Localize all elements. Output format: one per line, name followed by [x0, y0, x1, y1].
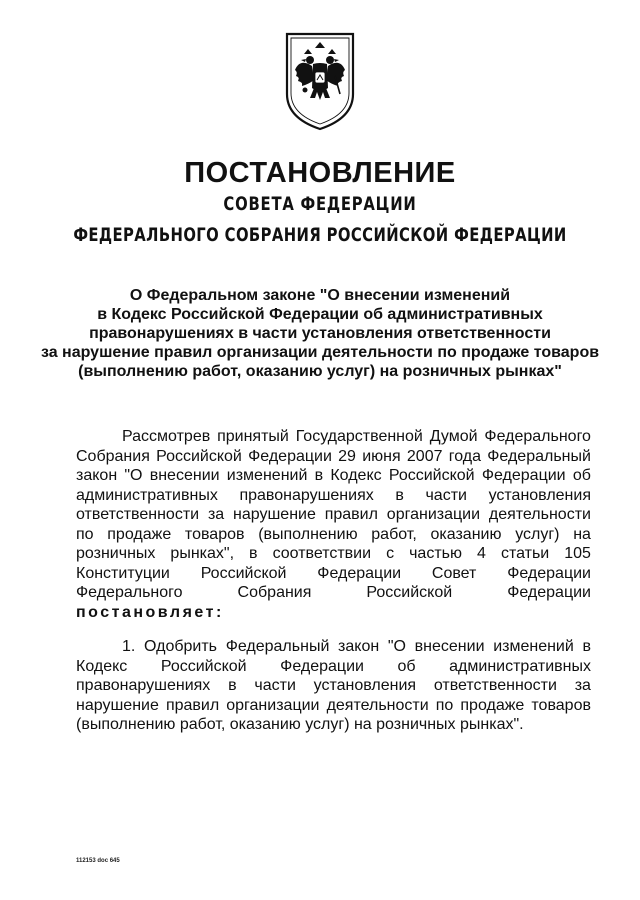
- word: Федерации: [280, 657, 364, 675]
- word: товаров: [184, 525, 245, 543]
- word: изменений: [226, 467, 308, 484]
- word: принятый: [217, 428, 289, 445]
- word: Федерального: [484, 428, 591, 445]
- word: правил: [165, 696, 220, 714]
- word: статьи: [500, 545, 550, 562]
- word: об: [397, 657, 416, 675]
- word: нарушение: [233, 506, 316, 523]
- word: "О: [124, 467, 143, 484]
- word: в: [582, 638, 591, 655]
- document-subject: [40, 286, 600, 381]
- word: Федерации: [481, 467, 566, 484]
- word: правил: [324, 506, 378, 523]
- word: 2007: [406, 447, 443, 465]
- word: части: [254, 677, 296, 694]
- word: на: [573, 525, 591, 543]
- word: нарушение: [76, 696, 159, 714]
- word: Кодекс: [330, 467, 382, 484]
- word: продаже: [107, 525, 172, 543]
- word: в: [228, 677, 237, 694]
- paragraph-line: [76, 486, 591, 506]
- word: в: [249, 545, 258, 562]
- resolution-item-1: [76, 637, 591, 735]
- paragraph-line: [76, 637, 591, 657]
- document-number: 112153 doc 645: [76, 858, 120, 864]
- word: соответствии: [272, 545, 372, 562]
- word: работ,: [371, 525, 417, 543]
- preamble-paragraph: [76, 427, 591, 622]
- decision-word: постановляет:: [76, 603, 224, 621]
- coat-of-arms-icon: [282, 28, 358, 132]
- word: 4: [477, 545, 486, 562]
- word: внесении: [414, 638, 485, 655]
- word: внесении: [149, 467, 220, 484]
- word: Российской: [156, 447, 242, 465]
- word: Российской: [200, 564, 287, 582]
- word: Федерального: [76, 584, 183, 601]
- word: ответственности: [433, 677, 557, 694]
- word: Российской: [366, 584, 453, 601]
- word: деятельности: [326, 696, 429, 714]
- word: правонарушениях: [239, 486, 374, 504]
- word: Федерации: [248, 447, 332, 465]
- paragraph-line: [76, 696, 591, 716]
- word: оказанию: [430, 525, 502, 543]
- word: Федерации: [507, 564, 591, 582]
- word: 29: [338, 447, 356, 465]
- paragraph-line: [76, 544, 591, 564]
- word: организации: [386, 506, 481, 523]
- word: 1.: [122, 638, 136, 655]
- word: Федерации: [317, 564, 402, 582]
- issuer-line-2: ФЕДЕРАЛЬНОГО СОБРАНИЯ РОССИЙСКОЙ ФЕДЕРАЦИИ: [73, 224, 567, 246]
- word: рынках",: [170, 545, 235, 562]
- word: Российской: [388, 467, 475, 484]
- word: по: [435, 696, 454, 714]
- word: Думой: [429, 428, 478, 445]
- word: Федеральный: [225, 638, 330, 655]
- word: за: [207, 506, 225, 523]
- word: установления: [488, 486, 591, 504]
- paragraph-last-line: (выполнению работ, оказанию услуг) на розничных рынках".: [76, 716, 524, 733]
- word: товаров: [531, 696, 591, 714]
- subject-line: за нарушение правил организации деятельности по продаже товаров: [40, 344, 600, 361]
- word: ответственности: [76, 506, 200, 523]
- subject-line: правонарушениях в части установления ответственности: [89, 325, 551, 342]
- word: продаже: [460, 696, 525, 714]
- paragraph-line: [76, 583, 591, 603]
- subject-line: О Федеральном законе "О внесении изменений: [129, 287, 511, 304]
- issuer-line-1: СОВЕТА ФЕДЕРАЦИИ: [223, 193, 417, 215]
- word: административных: [76, 486, 218, 504]
- word: Федеральный: [487, 447, 591, 465]
- word: деятельности: [488, 506, 591, 523]
- word: Собрания: [76, 447, 150, 465]
- word: установления: [313, 677, 417, 694]
- word: правонарушениях: [76, 677, 211, 694]
- document-title: ПОСТАНОВЛЕНИЕ: [184, 157, 456, 189]
- word: части: [425, 486, 467, 504]
- word: розничных: [76, 545, 156, 562]
- subject-line: (выполнению работ, оказанию услуг) на розничных рынках": [78, 363, 562, 380]
- word: Федерации: [507, 584, 591, 601]
- word: в: [395, 486, 404, 504]
- word: закон: [338, 638, 380, 655]
- subject-line: в Кодекс Российской Федерации об административных: [97, 306, 543, 323]
- word: частью: [409, 545, 462, 562]
- paragraph-line: [76, 427, 591, 447]
- word: за: [574, 677, 591, 694]
- word: года: [448, 447, 481, 465]
- word: "О: [387, 638, 406, 655]
- word: Российской: [160, 657, 247, 675]
- word: Одобрить: [144, 638, 218, 655]
- word: изменений: [493, 638, 574, 655]
- word: закон: [76, 467, 118, 484]
- word: Рассмотрев: [122, 428, 211, 445]
- word: Собрания: [237, 584, 312, 601]
- paragraph-line: [76, 657, 591, 677]
- word: по: [76, 525, 94, 543]
- word: Государственной: [295, 428, 423, 445]
- paragraph-line: [76, 676, 591, 696]
- paragraph-line: [76, 564, 591, 584]
- word: Кодекс: [76, 657, 128, 675]
- paragraph-line: [76, 525, 591, 545]
- paragraph-line: [76, 505, 591, 525]
- paragraph-line: [76, 466, 591, 486]
- word: с: [386, 545, 395, 562]
- word: Конституции: [76, 564, 170, 582]
- decision-line: [76, 603, 591, 623]
- word: услуг): [515, 525, 560, 543]
- paragraph-line: [76, 447, 591, 467]
- word: организации: [226, 696, 320, 714]
- word: в: [314, 467, 324, 484]
- word: административных: [449, 657, 591, 675]
- word: (выполнению: [258, 525, 358, 543]
- word: об: [572, 467, 591, 484]
- word: Совет: [431, 564, 477, 582]
- paragraph-line: [76, 715, 591, 735]
- word: июня: [362, 447, 401, 465]
- word: 105: [564, 545, 591, 562]
